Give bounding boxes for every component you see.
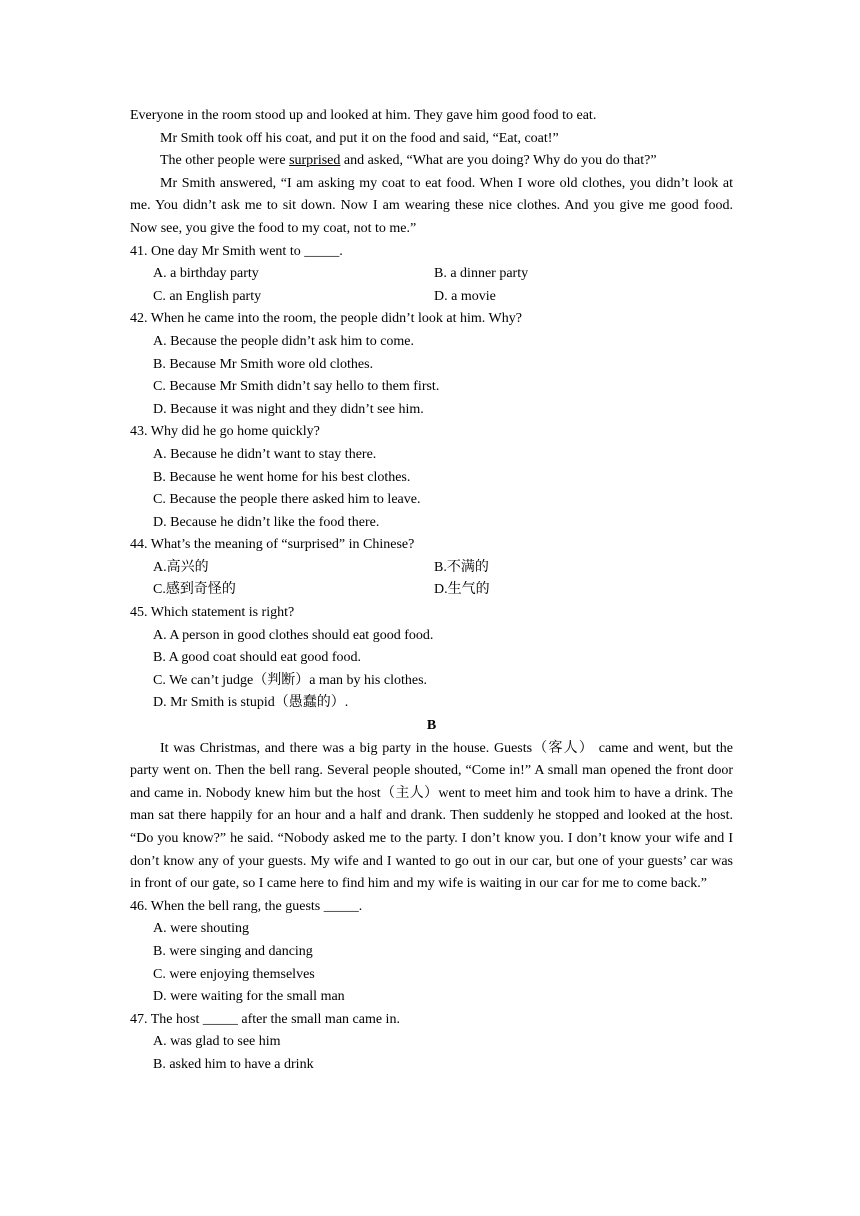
passage-b-paragraph: It was Christmas, and there was a big party in the house. Guests（客人） came and went, but the party went on. Then the bell rang. Several people shouted, “Come in!” A small man opened the front door and came in. Nobody knew him but the host（主人）went to meet him and took him to have a drink. The man sat there happily for an hour and a half and drank. Then suddenly he stopped and looked at the host. “Do you know?” he said. “Nobody asked me to the party. I don’t know you. I don’t know your wife and I don’t know any of your guests. My wife and I wanted to go out in our car, but one of your guests’ car was in front of our gate, so I came here to find him and my wife is waiting in our car for me to come back.” [130,740,733,892]
option-c: C. We can’t judge（判断）a man by his clothes. [153,672,428,688]
option-b: B. asked him to have a drink [153,1056,314,1072]
option-b: B.不满的 [434,559,489,575]
option-b: B. were singing and dancing [153,943,313,959]
option-a: A. were shouting [153,921,250,937]
option-b: B. Because he went home for his best clothes. [153,469,411,485]
option-a: A. was glad to see him [153,1034,281,1050]
option-b: B. Because Mr Smith wore old clothes. [153,356,374,372]
option-b: B. a dinner party [434,266,529,282]
question-47-stem: 47. The host _____ after the small man came in. [130,1011,400,1027]
text-segment: and asked, “What are you doing? Why do you do that?” [340,153,657,169]
option-b: B. A good coat should eat good food. [153,650,362,666]
option-a: A. Because he didn’t want to stay there. [153,446,377,462]
text-segment: The other people were [160,153,290,169]
question-46-stem: 46. When the bell rang, the guests _____. [130,898,363,914]
question-45-stem: 45. Which statement is right? [130,605,295,621]
option-a: A. Because the people didn’t ask him to come. [153,333,415,349]
question-44-options-row [130,557,733,580]
question-42-stem: 42. When he came into the room, the people didn’t look at him. Why? [130,311,522,327]
underlined-word: surprised [289,153,341,169]
option-c: C. Because Mr Smith didn’t say hello to them first. [153,379,440,395]
question-43-stem: 43. Why did he go home quickly? [130,424,320,440]
passage-a-line: Everyone in the room stood up and looked at him. They gave him good food to eat. [130,108,597,123]
option-d: D. Because it was night and they didn’t see him. [153,401,424,417]
question-41-options-row [130,263,733,286]
option-c: C. were enjoying themselves [153,966,315,982]
passage-a-line: Mr Smith took off his coat, and put it on the food and said, “Eat, coat!” [160,130,559,146]
question-44-options-row [130,579,733,602]
option-a: A. a birthday party [153,266,259,282]
option-c: C. Because the people there asked him to leave. [153,492,421,508]
option-d: D.生气的 [434,582,490,598]
question-41-options-row [130,286,733,309]
passage-a-paragraph: Mr Smith answered, “I am asking my coat to eat food. When I wore old clothes, you didn’t look at me. You didn’t ask me to sit down. Now I am wearing these nice clothes. And you give me good food. Now see, you give the food to my coat, not to me.” [130,175,733,236]
passage-a-line [130,150,733,173]
section-b-heading: B [426,718,437,734]
option-d: D. Because he didn’t like the food there. [153,514,380,530]
option-a: A. A person in good clothes should eat good food. [153,627,434,643]
option-c: C.感到奇怪的 [153,582,236,598]
option-d: D. were waiting for the small man [153,989,345,1005]
question-41-stem: 41. One day Mr Smith went to _____. [130,243,343,259]
question-44-stem: 44. What’s the meaning of “surprised” in Chinese? [130,537,415,553]
document-page [130,105,733,1077]
option-d: D. a movie [434,288,496,304]
option-c: C. an English party [153,288,262,304]
option-a: A.高兴的 [153,559,209,575]
option-d: D. Mr Smith is stupid（愚蠢的）. [153,695,349,711]
